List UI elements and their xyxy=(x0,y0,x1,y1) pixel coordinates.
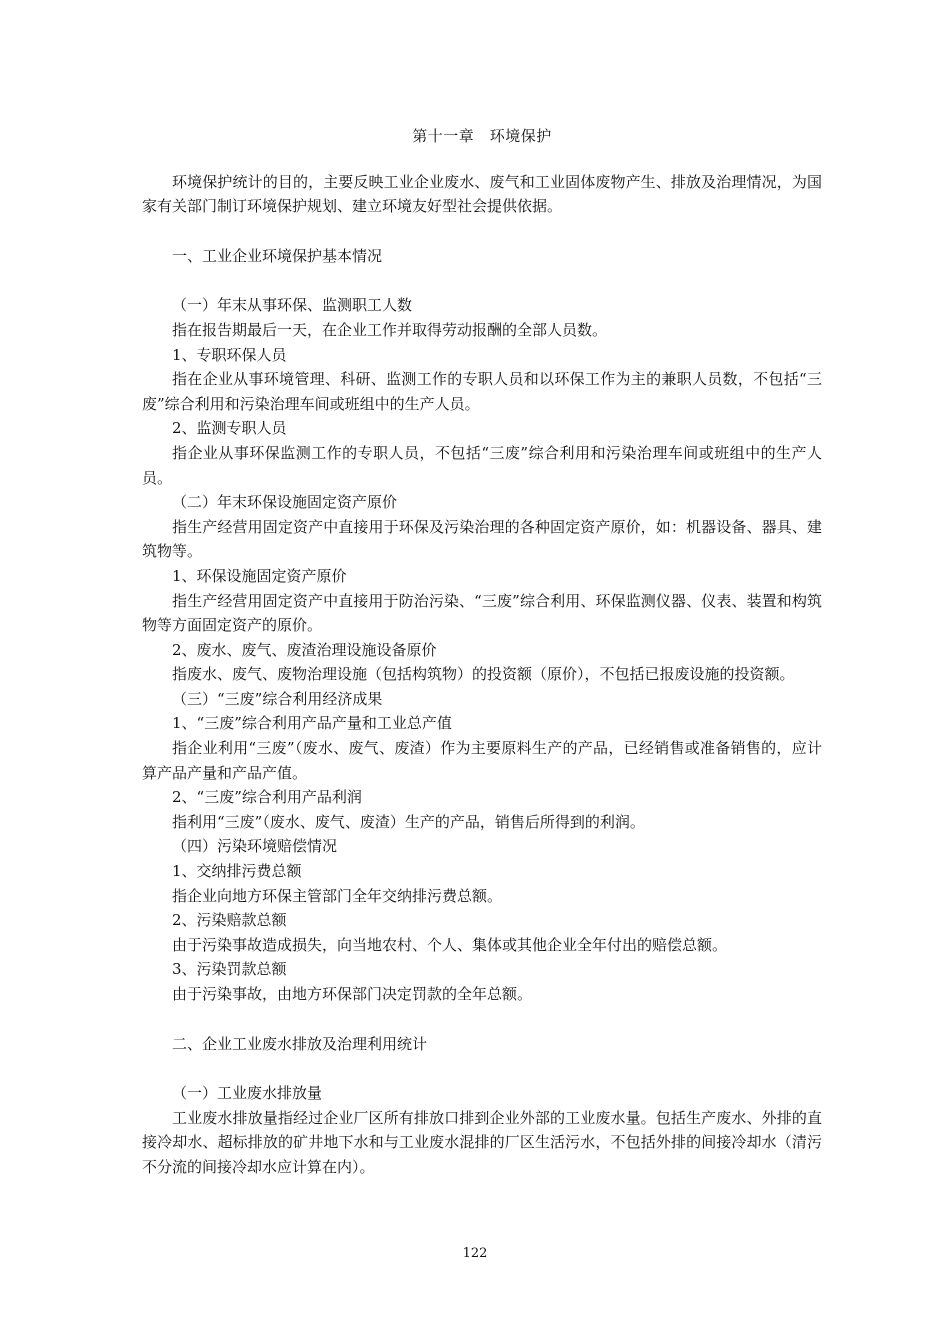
paragraph: 指企业向地方环保主管部门全年交纳排污费总额。 xyxy=(172,886,503,905)
item-heading: 1、环保设施固定资产原价 xyxy=(172,566,347,585)
intro-paragraph: 环境保护统计的目的，主要反映工业企业废水、废气和工业固体废物产生、排放及治理情况，为国家有关部门制订环境保护规划、建立环境友好型社会提供依据。 xyxy=(142,172,822,216)
paragraph: 指废水、废气、废物治理设施（包括构筑物）的投资额（原价），不包括已报废设施的投资额。 xyxy=(172,665,795,684)
item-heading: 2、“三废”综合利用产品利润 xyxy=(172,788,362,807)
page-content xyxy=(142,124,822,1180)
item-heading: 1、“三废”综合利用产品产量和工业总产值 xyxy=(172,714,452,733)
paragraph: 指生产经营用固定资产中直接用于环保及污染治理的各种固定资产原价，如：机器设备、器具、建筑物等。 xyxy=(142,517,822,561)
subsection-heading: （二）年末环保设施固定资产原价 xyxy=(172,493,398,512)
item-heading: 3、污染罚款总额 xyxy=(172,960,287,979)
item-heading: 1、专职环保人员 xyxy=(172,345,287,364)
section-1-heading: 一、工业企业环境保护基本情况 xyxy=(172,246,383,265)
paragraph: 指在报告期最后一天，在企业工作并取得劳动报酬的全部人员数。 xyxy=(172,320,608,339)
paragraph: 指生产经营用固定资产中直接用于防治污染、“三废”综合利用、环保监测仪器、仪表、装置和构筑物等方面固定资产的原价。 xyxy=(142,591,822,635)
subsection-heading: （三）“三废”综合利用经济成果 xyxy=(172,689,383,708)
paragraph: 指企业利用“三废”（废水、废气、废渣）作为主要原料生产的产品，已经销售或准备销售的，应计算产品产量和产品产值。 xyxy=(142,739,822,782)
paragraph: 工业废水排放量指经过企业厂区所有排放口排到企业外部的工业废水量。包括生产废水、外排的直接冷却水、超标排放的矿井地下水和与工业废水混排的厂区生活污水，不包括外排的间接冷却水（清污不分流的间接冷却水应计算在内）。 xyxy=(142,1108,822,1176)
paragraph: 由于污染事故造成损失，向当地农村、个人、集体或其他企业全年付出的赔偿总额。 xyxy=(172,935,728,954)
subsection-heading: （一）年末从事环保、监测职工人数 xyxy=(172,296,413,315)
item-heading: 2、废水、废气、废渣治理设施设备原价 xyxy=(172,640,437,659)
item-heading: 2、监测专职人员 xyxy=(172,419,287,438)
chapter-title: 第十一章 环境保护 xyxy=(412,127,552,145)
paragraph: 由于污染事故，由地方环保部门决定罚款的全年总额。 xyxy=(172,985,533,1003)
paragraph: 指在企业从事环境管理、科研、监测工作的专职人员和以环保工作为主的兼职人员数，不包括“三废”综合利用和污染治理车间或班组中的生产人员。 xyxy=(142,370,822,413)
item-heading: 1、交纳排污费总额 xyxy=(172,862,302,881)
subsection-heading: （四）污染环境赔偿情况 xyxy=(172,837,338,856)
paragraph: 指企业从事环保监测工作的专职人员，不包括“三废”综合利用和污染治理车间或班组中的生产人员。 xyxy=(142,443,822,487)
paragraph: 指利用“三废”（废水、废气、废渣）生产的产品，销售后所得到的利润。 xyxy=(172,812,645,831)
item-heading: 2、污染赔款总额 xyxy=(172,911,287,930)
subsection-heading: （一）工业废水排放量 xyxy=(172,1084,323,1103)
page-number: 122 xyxy=(462,1246,488,1261)
section-2-heading: 二、企业工业废水排放及治理利用统计 xyxy=(172,1034,428,1053)
